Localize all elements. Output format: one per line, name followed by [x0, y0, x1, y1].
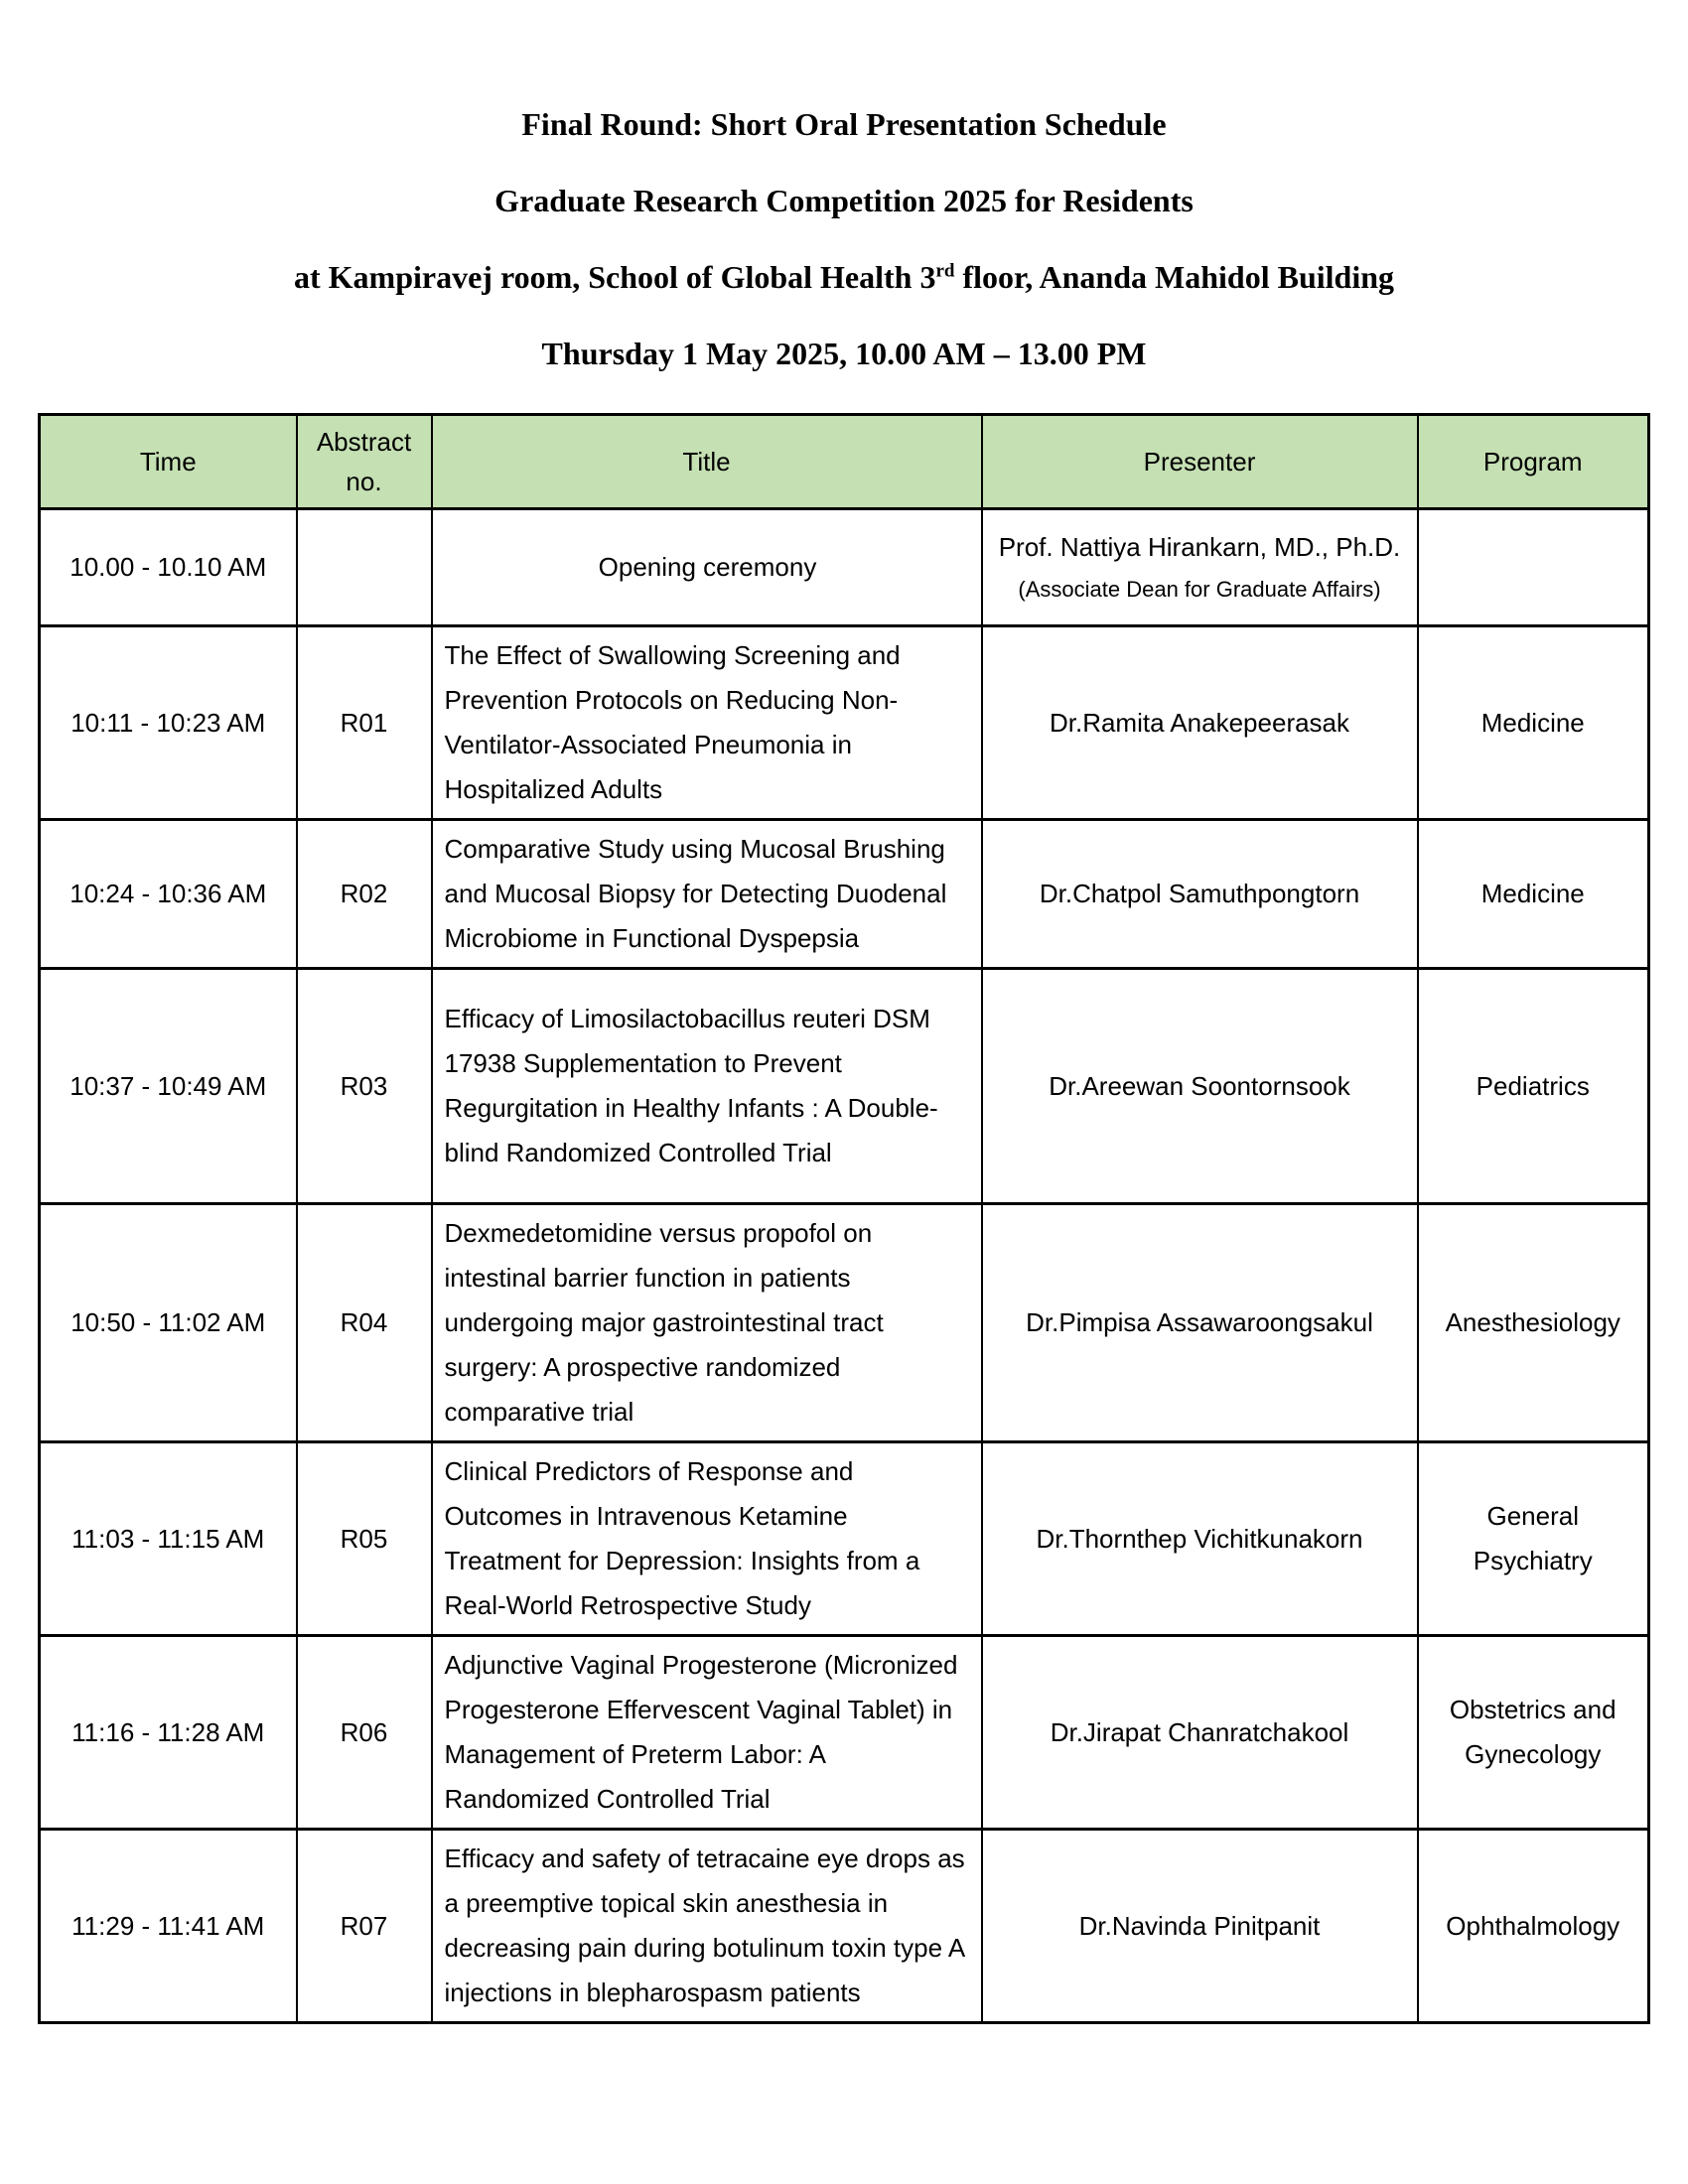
- title-cell: Clinical Predictors of Response and Outcomes in Intravenous Ketamine Treatment for Depression: Insights from a Real-World Retrospective Study: [432, 1442, 982, 1636]
- schedule-row-r04: [40, 1204, 1649, 1442]
- abstract-no-cell: R04: [297, 1204, 432, 1442]
- heading-line-1: Final Round: Short Oral Presentation Schedule: [521, 106, 1167, 142]
- document-heading: [0, 0, 1688, 370]
- presenter-cell: Dr.Chatpol Samuthpongtorn: [982, 820, 1418, 969]
- title-cell: Efficacy and safety of tetracaine eye drops as a preemptive topical skin anesthesia in decreasing pain during botulinum toxin type A injections in blepharospasm patients: [432, 1830, 982, 2023]
- header-cell-time: Time: [40, 415, 297, 509]
- program-cell: Ophthalmology: [1418, 1830, 1649, 2023]
- presenter-cell: [982, 509, 1418, 626]
- abstract-no-cell: R07: [297, 1830, 432, 2023]
- presenter-cell: Dr.Navinda Pinitpanit: [982, 1830, 1418, 2023]
- schedule-row-r03: [40, 969, 1649, 1204]
- abstract-no-cell: R05: [297, 1442, 432, 1636]
- header-cell-title: Title: [432, 415, 982, 509]
- program-cell: Pediatrics: [1418, 969, 1649, 1204]
- abstract-no-cell: R01: [297, 626, 432, 820]
- program-cell: Medicine: [1418, 626, 1649, 820]
- time-cell: 11:29 - 11:41 AM: [40, 1830, 297, 2023]
- program-cell: Obstetrics and Gynecology: [1418, 1636, 1649, 1830]
- presenter-cell: Dr.Areewan Soontornsook: [982, 969, 1418, 1204]
- abstract-no-cell: [297, 509, 432, 626]
- schedule-row-opening: [40, 509, 1649, 626]
- header-cell-presenter: Presenter: [982, 415, 1418, 509]
- schedule-row-r01: [40, 626, 1649, 820]
- heading-line-4: Thursday 1 May 2025, 10.00 AM – 13.00 PM: [541, 336, 1147, 371]
- heading-line-3: [0, 260, 1688, 294]
- title-cell: The Effect of Swallowing Screening and Prevention Protocols on Reducing Non-Ventilator-Associated Pneumonia in Hospitalized Adults: [432, 626, 982, 820]
- title-cell: Opening ceremony: [432, 509, 982, 626]
- abstract-no-cell: R02: [297, 820, 432, 969]
- table-header-row: [40, 415, 1649, 509]
- title-cell: Efficacy of Limosilactobacillus reuteri DSM 17938 Supplementation to Prevent Regurgitation in Healthy Infants : A Double-blind Randomized Controlled Trial: [432, 969, 982, 1204]
- schedule-row-r02: [40, 820, 1649, 969]
- ordinal-superscript: rd: [935, 260, 955, 282]
- header-cell-program: Program: [1418, 415, 1649, 509]
- heading-line-3-suffix: floor, Ananda Mahidol Building: [954, 259, 1394, 295]
- presenter-cell: Dr.Pimpisa Assawaroongsakul: [982, 1204, 1418, 1442]
- time-cell: 11:03 - 11:15 AM: [40, 1442, 297, 1636]
- program-cell: Medicine: [1418, 820, 1649, 969]
- time-cell: 10:24 - 10:36 AM: [40, 820, 297, 969]
- presenter-cell: Dr.Ramita Anakepeerasak: [982, 626, 1418, 820]
- heading-line-3-prefix: at Kampiravej room, School of Global Health 3: [293, 259, 936, 295]
- time-cell: 10:50 - 11:02 AM: [40, 1204, 297, 1442]
- program-cell: Anesthesiology: [1418, 1204, 1649, 1442]
- time-cell: 10:11 - 10:23 AM: [40, 626, 297, 820]
- time-cell: 10.00 - 10.10 AM: [40, 509, 297, 626]
- abstract-no-cell: R03: [297, 969, 432, 1204]
- time-cell: 10:37 - 10:49 AM: [40, 969, 297, 1204]
- abstract-no-cell: R06: [297, 1636, 432, 1830]
- program-cell: General Psychiatry: [1418, 1442, 1649, 1636]
- presenter-cell: Dr.Jirapat Chanratchakool: [982, 1636, 1418, 1830]
- header-cell-abstract-no: Abstract no.: [297, 415, 432, 509]
- title-cell: Comparative Study using Mucosal Brushing and Mucosal Biopsy for Detecting Duodenal Microbiome in Functional Dyspepsia: [432, 820, 982, 969]
- presenter-cell: Dr.Thornthep Vichitkunakorn: [982, 1442, 1418, 1636]
- title-cell: Dexmedetomidine versus propofol on intestinal barrier function in patients undergoing major gastrointestinal tract surgery: A prospective randomized comparative trial: [432, 1204, 982, 1442]
- program-cell: [1418, 509, 1649, 626]
- heading-line-2: Graduate Research Competition 2025 for Residents: [494, 183, 1194, 218]
- presenter-role-note: (Associate Dean for Graduate Affairs): [1018, 577, 1381, 602]
- schedule-table: [38, 413, 1650, 2024]
- schedule-row-r05: [40, 1442, 1649, 1636]
- title-cell: Adjunctive Vaginal Progesterone (Micronized Progesterone Effervescent Vaginal Tablet) in Management of Preterm Labor: A Randomized Controlled Trial: [432, 1636, 982, 1830]
- schedule-row-r06: [40, 1636, 1649, 1830]
- schedule-row-r07: [40, 1830, 1649, 2023]
- time-cell: 11:16 - 11:28 AM: [40, 1636, 297, 1830]
- presenter-name: Prof. Nattiya Hirankarn, MD., Ph.D.: [998, 532, 1401, 562]
